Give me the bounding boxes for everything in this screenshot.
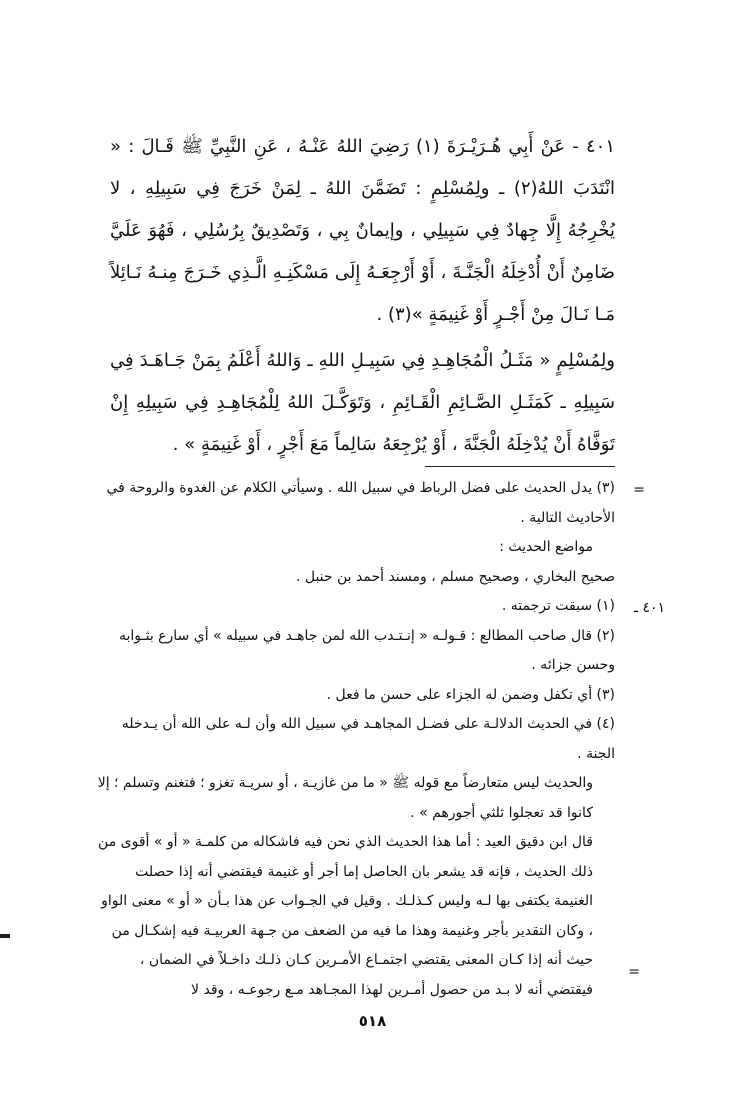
hadith-text (110, 126, 615, 466)
footnote-separator (425, 466, 615, 467)
footnote-previous-3: (٣) يدل الحديث على فضل الرباط في سبيل الله . وسيأتي الكلام عن الغدوة والروحة في الأحاديث التالية . (106, 480, 615, 526)
hadith-body-1: عَنْ أَبِي هُـرَيْـرَةَ (١) رَضِيَ اللهُ عَنْـهُ ، عَنِ النَّبِيِّ ﷺ قَـالَ : « انْتَدَبَ اللهُ(٢) ـ ولِمُسْلِمٍ : تَضَمَّنَ اللهُ ـ لِمَنْ خَرَجَ فِي سَبِيلِهِ ، لا يُخْرِجُهُ إِلَّا جِهادٌ فِي سَبِيلِي ، وإيمانٌ بِي ، وَتَصْدِيقٌ بِرُسُلِي ، فَهُوَ عَلَيَّ ضَامِنٌ أَنْ أُدْخِلَهُ الْجَنَّـةَ ، أَوْ أَرْجِعَـهُ إِلَى مَسْكَنِـهِ الَّـذِي خَـرَجَ مِنـهُ نَـائِلاً مَـا نَـالَ مِنْ أَجْـرٍ أَوْ غَنِيمَةٍ »(٣) . (110, 136, 615, 325)
commentary-1: والحديث ليس متعارضاً مع قوله ﷺ « ما من غازيـة ، أو سريـة تغزو ؛ فتغنم وتسلم ؛ إلا كانوا قد تعجلوا ثلثي أجورهم » . (97, 775, 593, 821)
sources-heading: مواضع الحديث : (499, 539, 593, 555)
hadith-number: ٤٠١ - (572, 136, 615, 157)
edge-mark (0, 934, 10, 938)
footnotes (97, 474, 615, 1005)
page-number: ٥١٨ (358, 1012, 387, 1030)
hadith-paragraph-1 (110, 126, 615, 336)
footnote-3: (٣) أي تكفل وضمن له الجزاء على حسن ما فعل . (326, 686, 615, 703)
footnote-4: (٤) في الحديث الدلالـة على فضـل المجاهـد في سبيل الله وأن لـه على الله أن يـدخله الجنة . (121, 716, 615, 762)
continuation-mark-bottom: = (628, 964, 640, 980)
continuation-mark-top: = (633, 482, 645, 498)
footnote-1: (١) سبقت ترجمته . (501, 598, 615, 614)
footnote-hadith-number: ٤٠١ ـ (633, 600, 665, 616)
sources-list: صحيح البخاري ، وصحيح مسلم ، ومسند أحمد بن حنبل . (295, 568, 615, 585)
footnote-2: (٢) قال صاحب المطالع : قـولـه « إنـتـدب الله لمن جاهـد في سبيله » أي سارع بثـوابه وحسن جزائه . (118, 627, 615, 673)
commentary-2: قال ابن دقيق العيد : أما هذا الحديث الذي نحن فيه فاشكاله من كلمـة « أو » أقوى من ذلك الحديث ، فإنه قد يشعر بان الحاصل إما أجر أو غنيمة فيقتضي أنه إذا حصلت الغنيمة يكتفى بها لـه وليس كـذلـك . وقيل في الجـواب عن هذا بـأن « أو » معنى الواو ، وكان التقدير بأجر وغنيمة وهذا ما فيه من الضعف من جـهة العربيـة فيه إشكـال من حيث أنه إذا كـان المعنى يقتضي اجتمـاع الأمـرين كـان ذلـك داخـلاً في الضمان ، فيقتضي أنه لا بـد من حصول أمـرين لهذا المجـاهد مـع رجوعـه ، وقد لا (98, 834, 593, 998)
hadith-paragraph-2: ولِمُسْلِمٍ « مَثَـلُ الْمُجَاهِـدِ فِي سَبِيـلِ اللهِ ـ وَاللهُ أَعْلَمُ بِمَنْ جَـاهَـدَ فِي سَبِيلِهِ ـ كَمَثَـلِ الصَّـائِمِ الْقَـائِمِ ، وَتَوَكَّـلَ اللهُ لِلْمُجَاهِـدِ فِي سَبِيلِهِ إِنْ تَوَفَّاهُ أَنْ يُدْخِلَهُ الْجَنَّةَ ، أَوْ يُرْجِعَهُ سَالِماً مَعَ أَجْرٍ ، أَوْ غَنِيمَةٍ » . (110, 350, 615, 455)
